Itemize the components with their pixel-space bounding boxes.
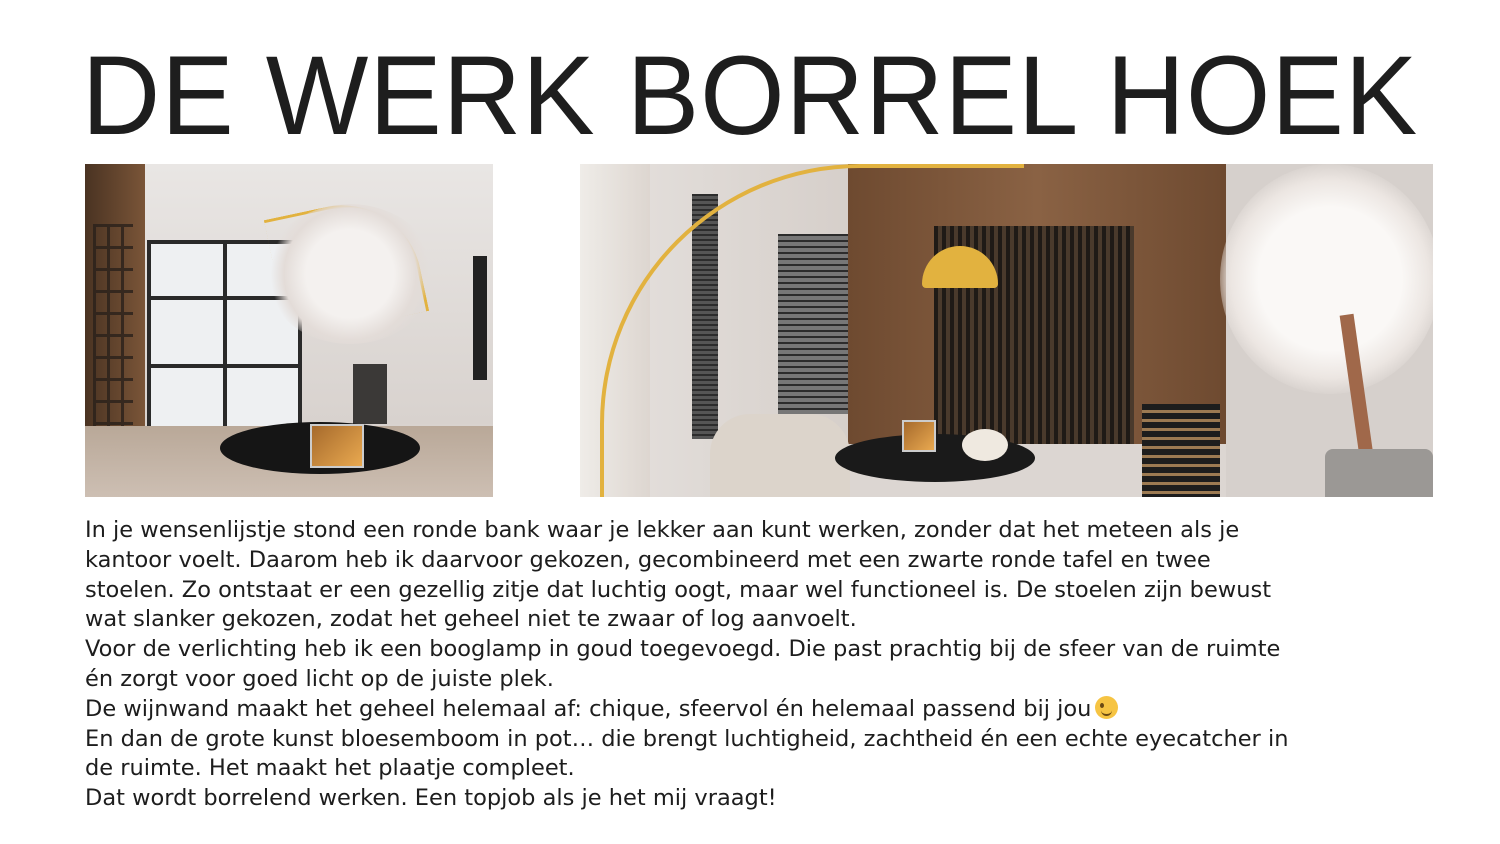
text-line: In je wensenlijstje stond een ronde bank waar je lekker aan kunt werken, zonder dat het meteen als je bbox=[85, 517, 1240, 543]
winking-face-icon bbox=[1095, 696, 1118, 719]
interior-render-left bbox=[85, 164, 493, 497]
text-line: En dan de grote kunst bloesemboom in pot… die brengt luchtigheid, zachtheid én een echte eyecatcher in bbox=[85, 725, 1289, 752]
plant-pot bbox=[1325, 449, 1433, 497]
blossom-tree bbox=[1220, 164, 1433, 394]
text-line: Dat wordt borrelend werken. Een topjob als je het mij vraagt! bbox=[85, 785, 777, 812]
text-line: De wijnwand maakt het geheel helemaal af: chique, sfeervol én helemaal passend bij jou bbox=[85, 695, 1092, 722]
vase bbox=[962, 429, 1008, 461]
text-line: stoelen. Zo ontstaat er een gezellig zitje dat luchtig oogt, maar wel functioneel is. De stoelen zijn bewust bbox=[85, 576, 1272, 603]
description-text bbox=[85, 516, 1445, 814]
text-line: én zorgt voor goed licht op de juiste plek. bbox=[85, 665, 554, 692]
text-line-with-emoji bbox=[85, 695, 1445, 725]
text-line: kantoor voelt. Daarom heb ik daarvoor gekozen, gecombineerd met een zwarte ronde tafel en twee bbox=[85, 546, 1211, 573]
blossom-tree bbox=[265, 204, 435, 344]
round-sofa bbox=[710, 414, 850, 497]
interior-render-right bbox=[580, 164, 1433, 497]
text-line: wat slanker gekozen, zodat het geheel niet te zwaar of log aanvoelt. bbox=[85, 606, 857, 633]
laptop bbox=[310, 424, 364, 468]
laptop bbox=[902, 420, 936, 452]
wine-cooler bbox=[1142, 404, 1220, 497]
page-title: DE WERK BORREL HOEK bbox=[81, 33, 1419, 158]
text-line: Voor de verlichting heb ik een booglamp in goud toegevoegd. Die past prachtig bij de sfeer van de ruimte bbox=[85, 636, 1281, 663]
text-line: de ruimte. Het maakt het plaatje compleet. bbox=[85, 755, 575, 782]
